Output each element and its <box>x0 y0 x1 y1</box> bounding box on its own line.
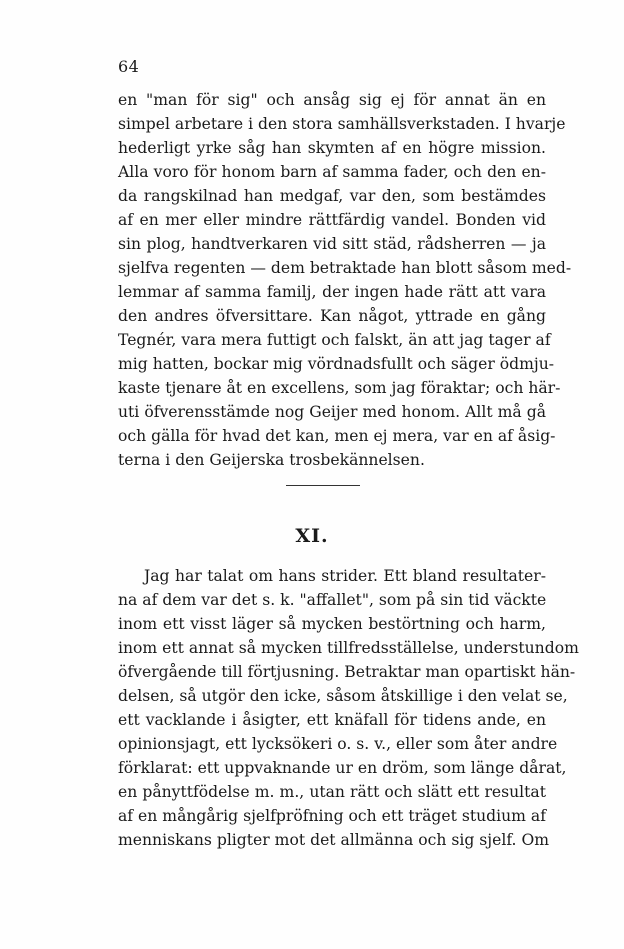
text-line: förklarat: ett uppvaknande ur en dröm, som länge dårat, <box>118 759 567 777</box>
text-line: en pånyttfödelse m. m., utan rätt och slätt ett resultat <box>118 783 546 801</box>
text-line: sjelfva regenten — dem betraktade han blott såsom med- <box>118 259 572 277</box>
text-line: kaste tjenare åt en excellens, som jag föraktar; och här- <box>118 379 561 397</box>
text-line: öfvergående till förtjusning. Betraktar man opartiskt hän- <box>118 663 576 681</box>
text-line: simpel arbetare i den stora samhällsverkstaden. I hvarje <box>118 115 566 133</box>
text-line: och gälla för hvad det kan, men ej mera, var en af åsig- <box>118 427 556 445</box>
text-line: Alla voro för honom barn af samma fader, och den en- <box>118 163 546 181</box>
text-line: mig hatten, bockar mig vördnadsfullt och säger ödmju- <box>118 355 555 373</box>
text-line: hederligt yrke såg han skymten af en högre mission. <box>118 139 546 157</box>
text-line: af en mångårig sjelfpröfning och ett träget studium af <box>118 807 546 825</box>
chapter-heading: XI. <box>295 525 329 547</box>
text-line: Tegnér, vara mera futtigt och falskt, än att jag tager af <box>118 331 551 349</box>
text-line: terna i den Geijerska trosbekännelsen. <box>118 451 425 469</box>
text-line: menniskans pligter mot det allmänna och sig sjelf. Om <box>118 831 550 849</box>
text-line: na af dem var det s. k. "affallet", som på sin tid väckte <box>118 591 547 609</box>
text-line: sin plog, handtverkaren vid sitt städ, rådsherren — ja <box>118 235 546 253</box>
text-line: ett vacklande i åsigter, ett knäfall för tidens ande, en <box>118 711 546 729</box>
text-line: uti öfverensstämde nog Geijer med honom. Allt må gå <box>118 403 546 421</box>
text-line: lemmar af samma familj, der ingen hade rätt att vara <box>118 283 546 301</box>
page-number: 64 <box>118 57 140 76</box>
text-line: den andres öfversittare. Kan något, yttrade en gång <box>118 307 546 325</box>
text-line: inom ett visst läger så mycken bestörtning och harm, <box>118 615 546 633</box>
section-divider <box>286 485 360 486</box>
text-line: delsen, så utgör den icke, såsom åtskillige i den velat se, <box>118 687 568 705</box>
text-line: af en mer eller mindre rättfärdig vandel. Bonden vid <box>118 211 546 229</box>
text-line: opinionsjagt, ett lycksökeri o. s. v., eller som åter andre <box>118 735 558 753</box>
text-line: en "man för sig" och ansåg sig ej för annat än en <box>118 91 546 109</box>
text-line: da rangskilnad han medgaf, var den, som bestämdes <box>118 187 546 205</box>
text-line: Jag har talat om hans strider. Ett bland resultater- <box>144 567 546 585</box>
text-line: inom ett annat så mycken tillfredsställelse, understundom <box>118 639 579 657</box>
